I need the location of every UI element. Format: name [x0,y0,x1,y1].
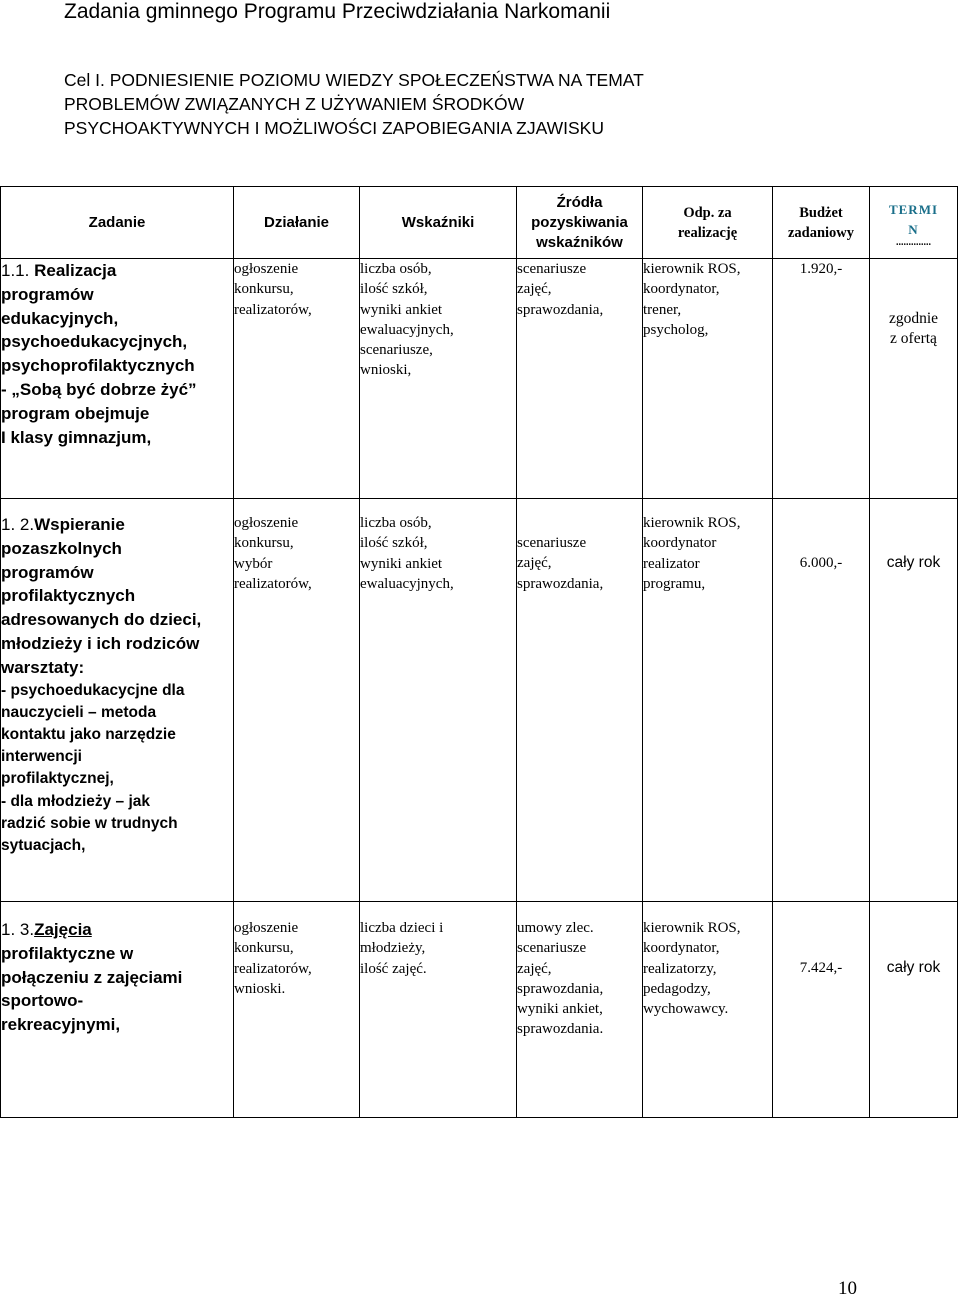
wskazniki-cell [360,259,517,499]
header-line: realizację [677,224,738,241]
budget-cell: 7.424,- [773,902,870,1118]
cell-line: programu, [643,575,706,592]
cell-line: trener, [643,301,682,318]
odp-cell [643,259,773,499]
dzialanie-cell [234,902,360,1118]
task-line: - dla młodzieży – jak [1,792,151,810]
task-line: sportowo- [1,991,84,1011]
cell-line: koordynator, [643,281,720,298]
task-line: interwencji [1,748,82,766]
table-header-row [1,187,958,259]
cell-line: zajęć, [517,281,552,298]
header-line: N [908,221,919,237]
task-line: edukacyjnych, [1,308,119,328]
task-line: - „Sobą być dobrze żyć” [1,379,197,399]
cell-line: koordynator [643,535,717,552]
task-line: pozaszkolnych [1,538,122,558]
cell-line: zgodnie [888,310,939,327]
cell-line: ogłoszenie [234,515,299,531]
cell-line: wyniki ankiet [360,555,443,572]
table-row [1,259,958,499]
wskazniki-cell [360,902,517,1118]
cell-line: psycholog, [643,321,709,338]
task-line: profilaktyczne w [1,943,134,963]
termin-cell [870,259,958,499]
task-line: połączeniu z zajęciami [1,967,183,987]
cell-line: scenariusze [517,940,587,957]
header-line: pozyskiwania [531,213,628,231]
goal-line: Cel I. PODNIESIENIE POZIOMU WIEDZY SPOŁECZEŃSTWA NA TEMAT [64,70,644,90]
task-number: 1.1. [1,261,30,280]
task-line: programów [1,562,94,582]
cell-line: sprawozdania. [517,1021,604,1038]
page-number: 10 [838,1278,857,1299]
header-line: Odp. za [683,204,732,221]
header-zadanie: Zadanie [1,187,234,259]
header-budzet [773,187,870,259]
cell-line: liczba osób, [360,261,432,277]
dzialanie-cell [234,499,360,902]
cell-line: wybór [234,555,273,572]
header-odp [643,187,773,259]
cell-line: pedagodzy, [643,980,711,997]
goal-heading [64,68,924,140]
odp-cell [643,902,773,1118]
task-line: kontaktu jako narzędzie [1,725,176,743]
cell-line: ogłoszenie [234,261,299,277]
document-title: Zadania gminnego Programu Przeciwdziałania Narkomanii [64,0,611,23]
cell-line: realizatorów, [234,960,312,977]
cell-line: ewaluacyjnych, [360,321,454,338]
task-line: - psychoedukacycjne dla [1,681,185,699]
cell-line: scenariusze [517,535,587,551]
cell-line: wychowawcy. [643,1001,729,1018]
task-line: Realizacja [34,261,117,280]
task-number: 1. 3. [1,920,35,939]
cell-line: wyniki ankiet [360,301,443,318]
cell-line: ilość szkół, [360,281,428,298]
task-line: programów [1,284,94,304]
header-line: TERMI [888,201,939,217]
zrodla-cell [517,902,643,1118]
cell-line: liczba dzieci i [360,920,444,936]
task-line: młodzieży i ich rodziców [1,633,200,653]
header-termin [870,187,958,259]
budget-cell: 1.920,- [773,259,870,499]
header-line: zadaniowy [787,224,855,241]
task-line: psychoprofilaktycznych [1,356,195,376]
table-row [1,902,958,1118]
task-line: rekreacyjnymi, [1,1015,121,1035]
task-line: profilaktycznych [1,586,136,606]
cell-line: zajęć, [517,960,552,977]
zrodla-cell [517,499,643,902]
cell-line: kierownik ROS, [643,515,741,531]
task-number: 1. 2. [1,515,35,534]
zrodla-cell [517,259,643,499]
cell-line: konkursu, [234,535,294,552]
cell-line: liczba osób, [360,515,432,531]
odp-cell [643,499,773,902]
termin-cell [870,499,958,902]
goal-line: PROBLEMÓW ZWIĄZANYCH Z UŻYWANIEM ŚRODKÓW [64,94,525,114]
header-line: wskaźników [536,233,623,251]
cell-line: wyniki ankiet, [517,1001,603,1018]
task-line: Zajęcia [34,920,92,939]
task-line: warsztaty: [1,657,85,677]
cell-line: ewaluacyjnych, [360,575,454,592]
task-line: I klasy gimnazjum, [1,427,152,447]
cell-line: ilość szkół, [360,535,428,552]
task-cell [1,902,234,1118]
termin-cell [870,902,958,1118]
goal-line: PSYCHOAKTYWNYCH I MOŻLIWOŚCI ZAPOBIEGANIA ZJAWISKU [64,118,604,138]
cell-line: realizatorów, [234,301,312,318]
cell-line: wnioski. [234,980,286,997]
header-dots: .............. [896,236,931,248]
cell-line: cały rok [886,959,941,976]
cell-line: sprawozdania, [517,980,604,997]
wskazniki-cell [360,499,517,902]
cell-line: cały rok [886,554,941,571]
cell-line: kierownik ROS, [643,920,741,936]
cell-line: scenariusze [517,261,587,277]
cell-line: koordynator, [643,940,720,957]
header-wskazniki: Wskaźniki [360,187,517,259]
cell-line: umowy zlec. [517,920,594,936]
cell-line: scenariusze, [360,342,433,359]
cell-line: realizatorów, [234,575,312,592]
task-line: Wspieranie [34,515,125,534]
task-line: program obejmuje [1,403,150,423]
cell-line: zajęć, [517,555,552,572]
cell-line: młodzieży, [360,940,426,957]
cell-line: realizator [643,555,700,572]
dzialanie-cell [234,259,360,499]
header-line: Źródła [556,193,603,211]
task-line: nauczycieli – metoda [1,703,157,721]
cell-line: konkursu, [234,281,294,298]
tasks-table [0,186,958,1118]
cell-line: ilość zajęć. [360,960,427,977]
task-line: profilaktycznej, [1,770,114,788]
table-row [1,499,958,902]
cell-line: kierownik ROS, [643,261,741,277]
task-cell [1,259,234,499]
cell-line: z ofertą [890,330,937,347]
task-line: radzić sobie w trudnych [1,814,178,832]
header-line: Budżet [799,204,843,221]
header-zrodla [517,187,643,259]
header-dzialanie: Działanie [234,187,360,259]
task-cell [1,499,234,902]
cell-line: ogłoszenie [234,920,299,936]
task-line: adresowanych do dzieci, [1,610,202,630]
task-line: psychoedukacycjnych, [1,332,188,352]
cell-line: realizatorzy, [643,960,717,977]
budget-cell: 6.000,- [773,499,870,902]
cell-line: konkursu, [234,940,294,957]
cell-line: sprawozdania, [517,301,604,318]
cell-line: sprawozdania, [517,575,604,592]
task-line: sytuacjach, [1,837,86,854]
cell-line: wnioski, [360,362,412,379]
